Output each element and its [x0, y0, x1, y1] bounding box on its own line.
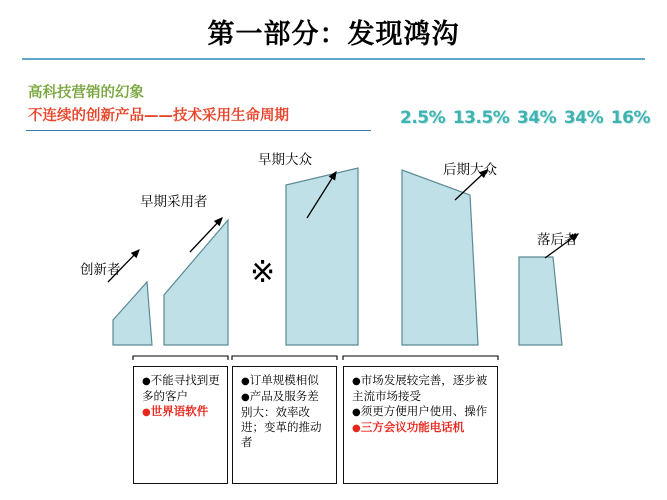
box-1-line-2: ●世界语软件	[142, 404, 209, 418]
box-3-line-3: ●三方会议功能电话机	[352, 420, 465, 434]
segment-label-early-majority: 早期大众	[258, 152, 312, 168]
percent-innovators: 2.5%	[400, 108, 446, 128]
box-innovators	[133, 366, 228, 484]
percent-early-majority: 34%	[517, 108, 557, 128]
box-majority	[343, 366, 498, 484]
box-early-adopters	[232, 366, 337, 484]
box-1-line-1: ●不能寻找到更多的客户	[142, 373, 220, 403]
box-2-line-2: ●产品及服务差别大：效率改进；变革的推动者	[241, 389, 322, 449]
segment-label-innovators: 创新者	[80, 262, 121, 278]
box-3-line-1: ●市场发展较完善，逐步被主流市场接受	[352, 373, 488, 403]
subtitle-block	[28, 82, 289, 128]
percent-early-adopters: 13.5%	[452, 108, 510, 128]
segment-label-late-majority: 后期大众	[443, 162, 497, 178]
segment-label-laggards: 落后者	[537, 232, 578, 248]
subtitle-line-2: 不连续的创新产品——技术采用生命周期	[28, 108, 289, 124]
box-3-line-2: ●须更方便用户使用、操作	[352, 404, 488, 418]
group-brackets	[133, 356, 498, 360]
shape-innovators	[113, 282, 152, 345]
shape-early-adopters	[164, 220, 228, 345]
percent-laggards: 16%	[610, 108, 650, 128]
chasm-marker-icon: ※	[250, 255, 276, 290]
title-divider	[22, 58, 645, 60]
percent-late-majority: 34%	[563, 108, 604, 128]
percentage-row	[400, 108, 650, 128]
segment-label-early-adopters: 早期采用者	[140, 194, 208, 210]
box-2-line-1: ●订单规模相似	[241, 373, 319, 387]
shape-laggards	[519, 257, 562, 345]
subtitle-line-1: 高科技营销的幻象	[28, 85, 144, 101]
shape-late-majority	[402, 170, 478, 345]
page-title: 第一部分：发现鸿沟	[207, 19, 460, 50]
